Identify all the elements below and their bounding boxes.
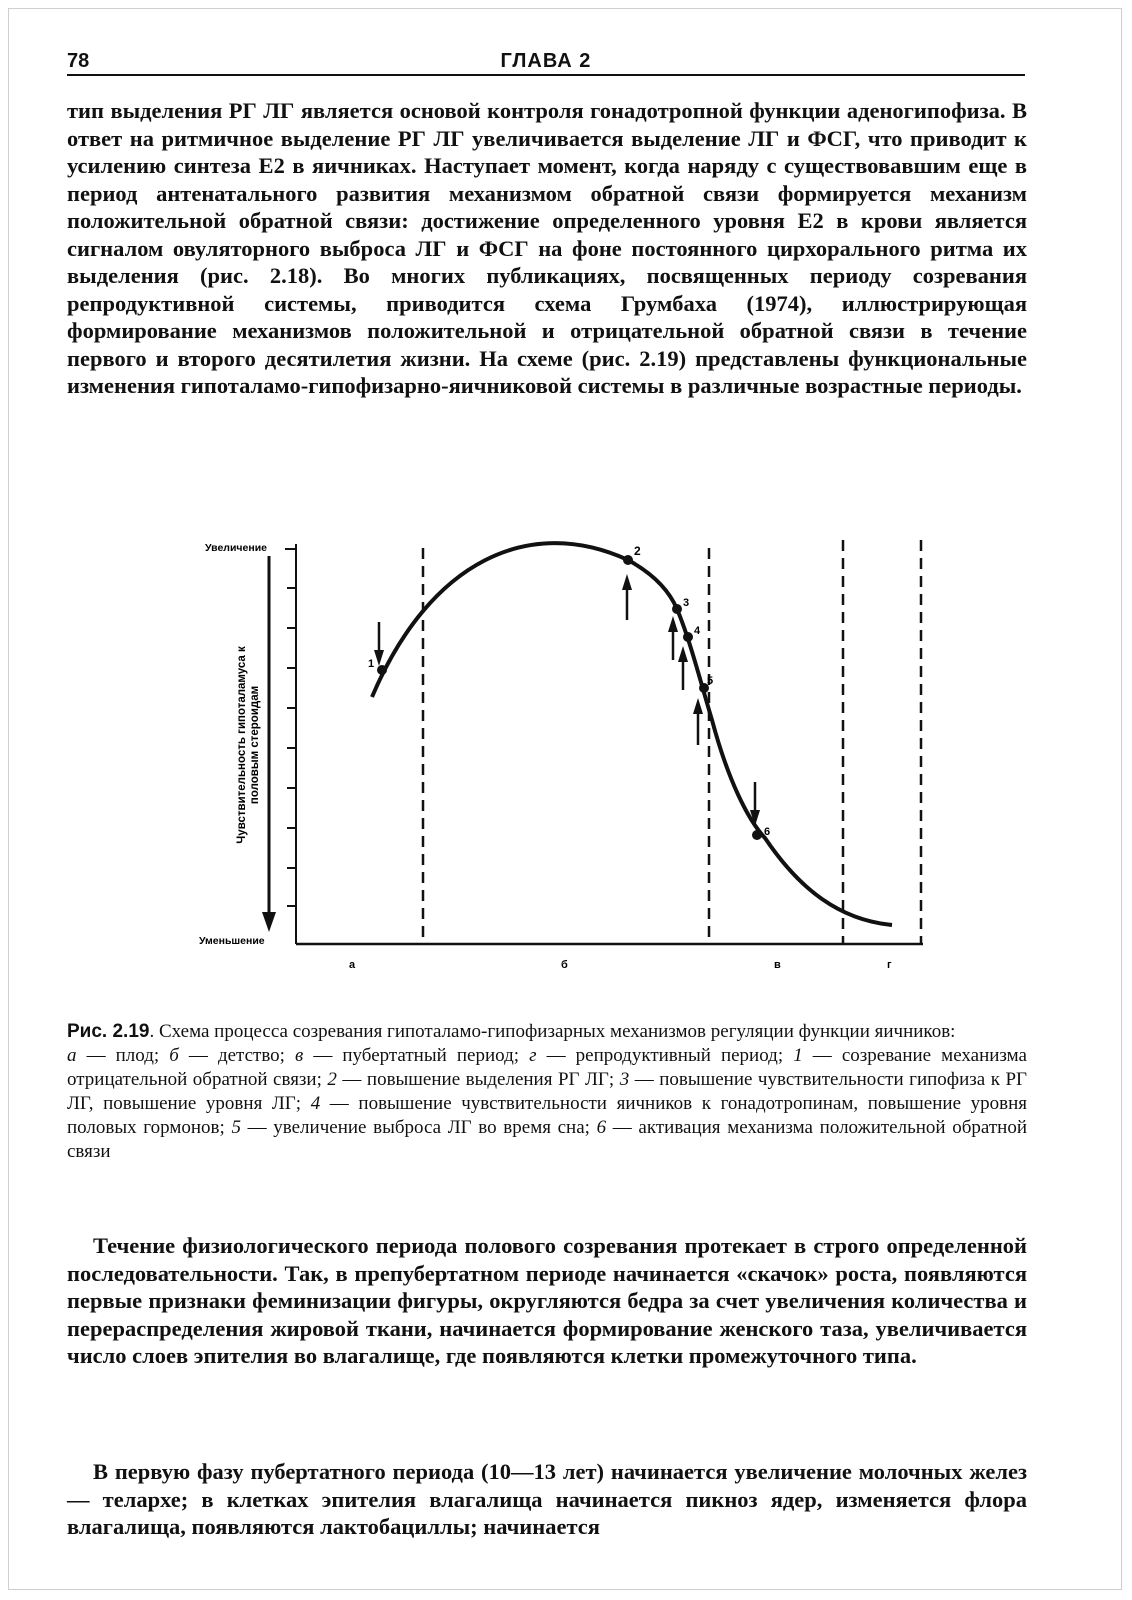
caption-item-key: 1 — [793, 1045, 803, 1066]
caption-figure-ref: Рис. 2.19 — [67, 1021, 150, 1042]
y-top-label: Увеличение — [205, 542, 267, 554]
caption-item-text: — повышение чувствительности яичников к гонадотропинам, повышение уровня половых гормонов; — [67, 1093, 1027, 1138]
caption-item-key: а — [67, 1045, 77, 1066]
point-label-5: 5 — [707, 675, 714, 687]
caption-item-key: 3 — [619, 1069, 630, 1090]
caption-item-text: — детство; — [178, 1045, 295, 1066]
caption-item-text: — повышение выделения РГ ЛГ; — [336, 1069, 620, 1090]
sensitivity-curve — [372, 543, 892, 925]
caption-item-key: б — [169, 1045, 179, 1066]
paragraph-pubertal-phase: В первую фазу пубертатного периода (10—13 лет) начинается увеличение молочных желез — телархе; в клетках эпителия влагалища начинается пикноз ядер, изменяется флора влагалища, появляются лактобациллы; начинается — [67, 1459, 1027, 1539]
period-label-a: а — [349, 959, 356, 971]
y-axis-label-line1: Чувствительность гипоталамуса к — [236, 646, 248, 844]
caption-item-text: — пубертатный период; — [303, 1045, 530, 1066]
caption-item-text: — репродуктивный период; — [536, 1045, 794, 1066]
period-label-b: б — [561, 959, 568, 971]
period-label-g: г — [887, 959, 892, 971]
point-label-4: 4 — [694, 625, 701, 637]
caption-item-text: — созревание механизма отрицательной обратной связи; — [67, 1045, 1027, 1090]
caption-title: . Схема процесса созревания гипоталамо-гипофизарных механизмов регуляции функции яичников: — [149, 1021, 956, 1042]
caption-item-text: — плод; — [76, 1045, 170, 1066]
paragraph-intro: тип выделения РГ ЛГ является основой контроля гонадотропной функции аденогипофиза. В ответ на ритмичное выделение РГ ЛГ увеличивается выделение ЛГ и ФСГ, что приводит к усилению синтеза Е2 в яичниках. Наступает момент, когда наряду с существовавшим еще в период антенатального развития механизмом обратной связи формируется механизм положительной обратной связи: достижение определенного уровня Е2 в крови является сигналом овуляторного выброса ЛГ и ФСГ на фоне постоянного цирхорального ритма их выделения (рис. 2.18). Во многих публикациях, посвященных периоду созревания репродуктивной системы, приводится схема Грумбаха (1974), иллюстрирующая формирование механизмов положительной и отрицательной обратной связи в течение первого и второго десятилетия жизни. На схеме (рис. 2.19) представлены функциональные изменения гипоталамо-гипофизарно-яичниковой системы в различные возрастные периоды. — [67, 98, 1027, 398]
paragraph-prepubertal: Течение физиологического периода полового созревания протекает в строго определенной последовательности. Так, в препубертатном периоде начинается «скачок» роста, появляются первые признаки феминизации фигуры, округляются бедра за счет увеличения количества и перераспределения жировой ткани, начинается формирование женского таза, увеличивается число слоев эпителия во влагалище, где появляются клетки промежуточного типа. — [67, 1233, 1027, 1368]
caption-item-key: в — [295, 1045, 304, 1066]
caption-item-key: 4 — [310, 1093, 321, 1114]
y-direction-arrow — [262, 556, 276, 932]
caption-item-text: — повышение чувствительности гипофиза к РГ ЛГ, повышение уровня ЛГ; — [67, 1069, 1027, 1114]
y-axis-label-line2: половым стероидам — [249, 685, 261, 805]
y-bottom-label: Уменьшение — [199, 935, 265, 947]
period-label-v: в — [774, 959, 781, 971]
caption-item-key: 6 — [596, 1117, 607, 1138]
caption-item-key: 5 — [231, 1117, 241, 1138]
caption-item-key: г — [529, 1045, 537, 1066]
caption-item-text: — активация механизма положительной обратной связи — [67, 1117, 1028, 1162]
figure-caption — [67, 1020, 1027, 1164]
point-label-1: 1 — [368, 658, 375, 670]
event-arrows — [374, 574, 760, 826]
caption-item-text: — увеличение выброса ЛГ во время сна; — [240, 1117, 597, 1138]
point-label-6: 6 — [764, 826, 771, 838]
page-number: 78 — [67, 50, 90, 72]
chapter-title: ГЛАВА 2 — [500, 50, 592, 72]
point-label-3: 3 — [683, 597, 690, 609]
point-label-2: 2 — [634, 544, 641, 558]
y-axis — [285, 544, 296, 944]
caption-item-key: 2 — [327, 1069, 337, 1090]
